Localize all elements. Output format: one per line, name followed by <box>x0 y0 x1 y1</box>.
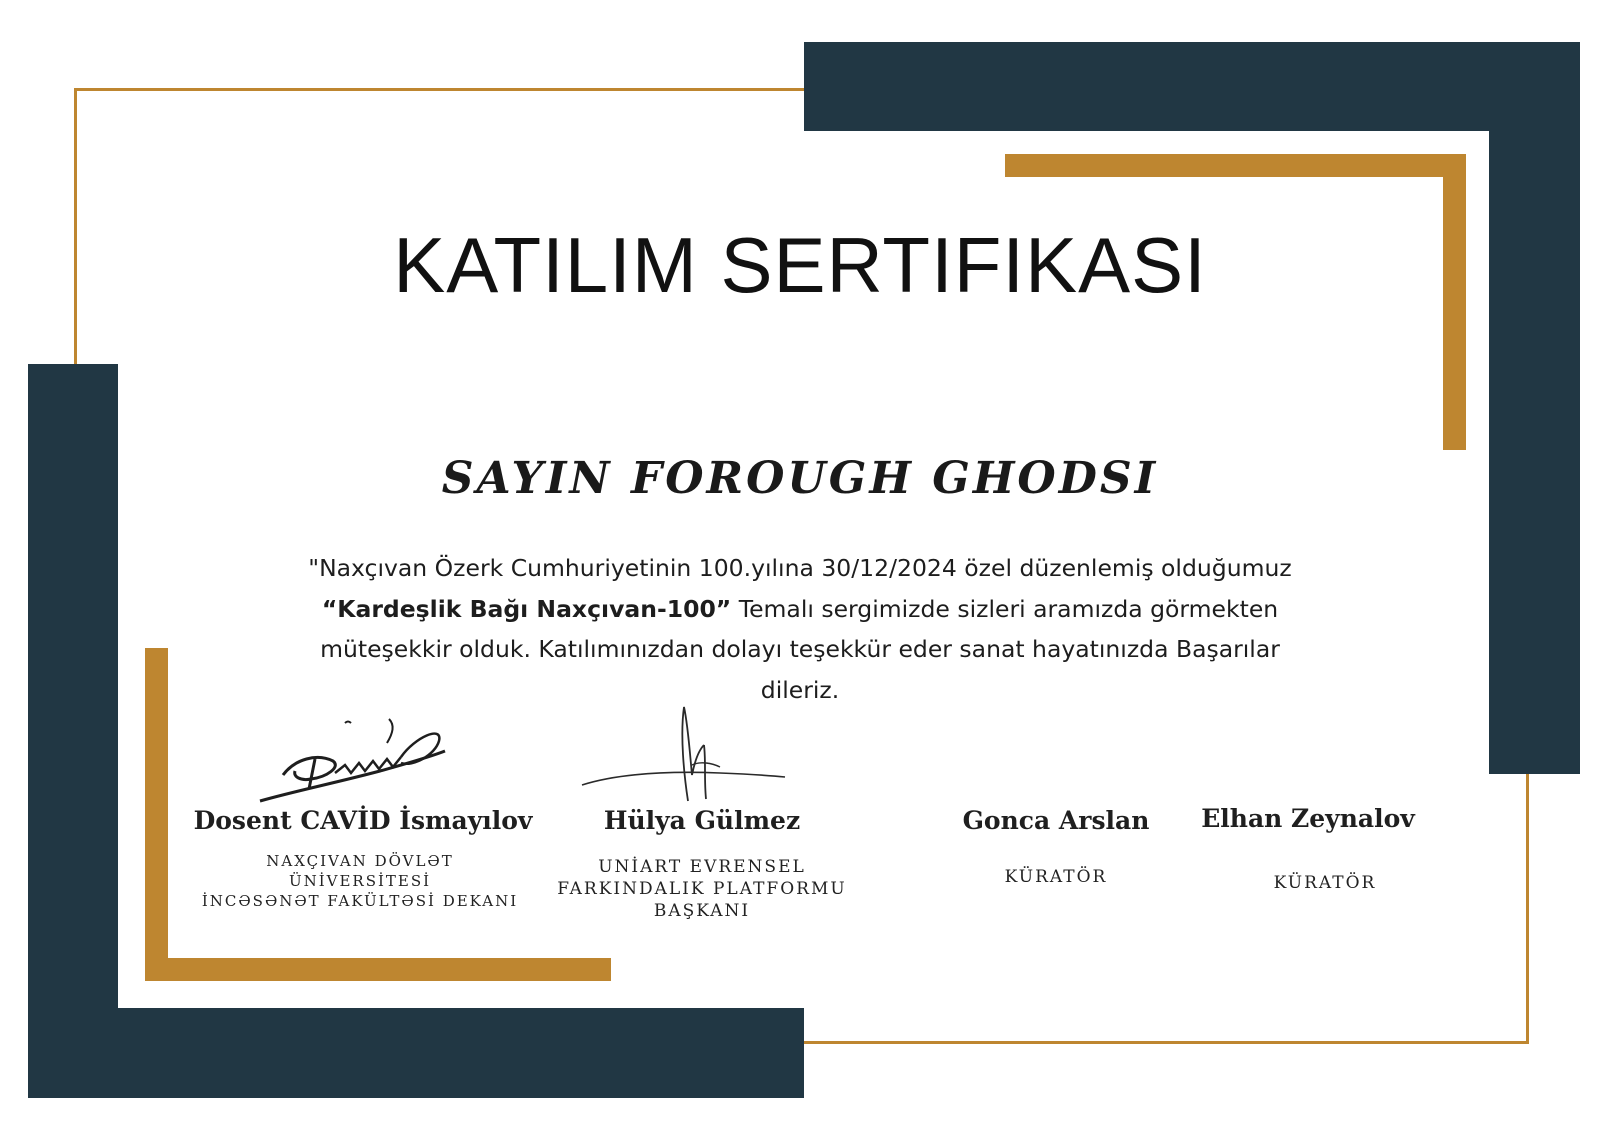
gold-bracket-bottom <box>145 958 611 981</box>
body-text-part2: Temalı sergimizde sizleri aramızda görmekten müteşekkir olduk. Katılımınızdan dolayı teşekkür eder sanat hayatınızda Başarılar dileriz. <box>320 594 1280 704</box>
signatory-title-2-line-2: FARKINDALIK PLATFORMU <box>557 879 847 899</box>
signatory-title-4 <box>1205 873 1445 893</box>
signatory-name-4: Elhan Zeynalov <box>1201 804 1415 833</box>
signatory-title-1-line-1: NAXÇIVAN DÖVLƏT <box>266 852 454 870</box>
signature-cavid-ismayilov <box>255 715 455 805</box>
signatory-title-3 <box>936 867 1176 887</box>
gold-bracket-top <box>1005 154 1465 177</box>
signatory-title-2 <box>540 856 864 922</box>
body-highlight: “Kardeşlik Bağı Naxçıvan-100” <box>321 594 732 623</box>
signatory-title-2-line-1: UNİART EVRENSEL <box>598 857 806 877</box>
signatory-name-2: Hülya Gülmez <box>603 806 801 835</box>
gold-bracket-left <box>145 648 168 980</box>
body-text-part1: "Naxçıvan Özerk Cumhuriyetinin 100.yılına 30/12/2024 özel düzenlemiş olduğumuz <box>308 554 1292 582</box>
signatory-name-1: Dosent CAVİD İsmayılov <box>193 806 533 835</box>
signature-hulya-gulmez <box>580 705 790 805</box>
certificate-title: KATILIM SERTIFIKASI <box>393 221 1207 309</box>
navy-block-bottom-left <box>28 1008 804 1098</box>
navy-bar-right <box>1489 42 1580 774</box>
signatory-title-2-line-3: BAŞKANI <box>653 901 751 921</box>
signatory-title-3-line-1: KÜRATÖR <box>1004 867 1108 887</box>
signatory-name-3: Gonca Arslan <box>962 806 1150 835</box>
signatory-title-1-line-3: İNCƏSƏNƏT FAKÜLTƏSİ DEKANI <box>201 892 519 910</box>
signatory-title-1-line-2: ÜNİVERSİTESİ <box>288 872 432 890</box>
navy-block-top-right <box>804 42 1580 131</box>
recipient-name: SAYIN FOROUGH GHODSI <box>441 453 1159 504</box>
signatory-title-1 <box>190 851 530 911</box>
certificate-body <box>300 548 1300 710</box>
signatory-title-4-line-1: KÜRATÖR <box>1273 873 1377 893</box>
